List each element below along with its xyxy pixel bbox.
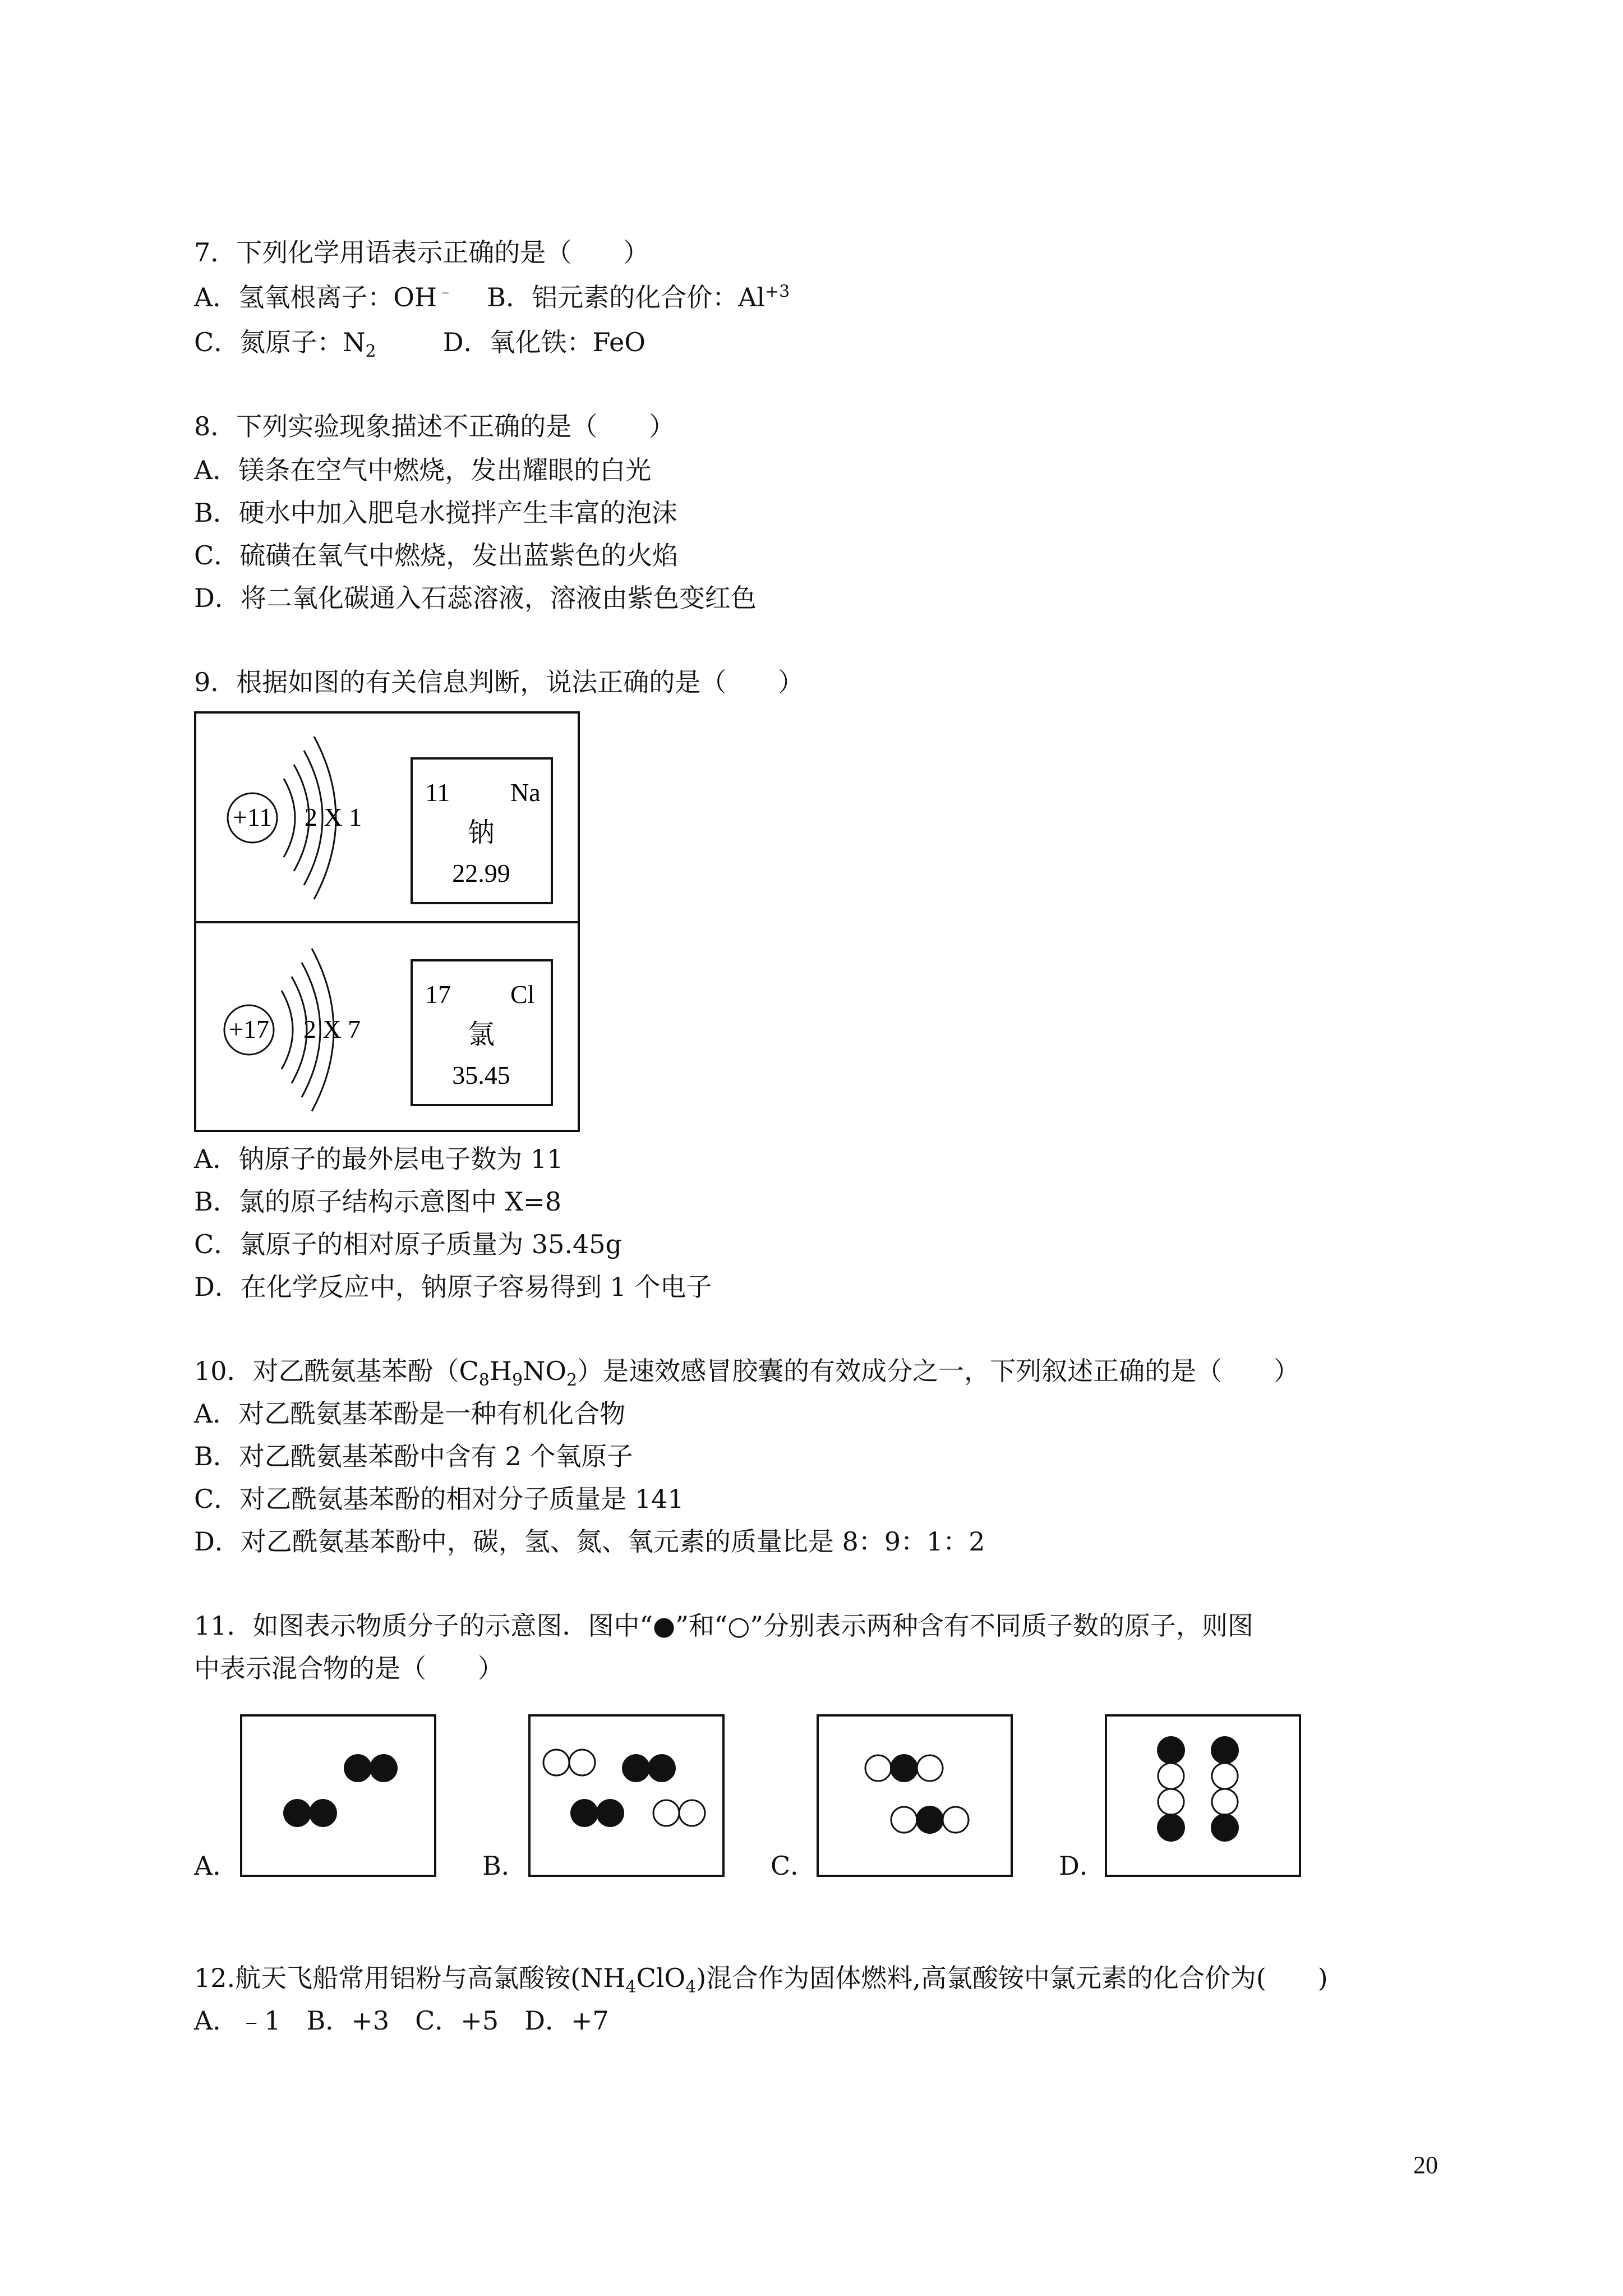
q8-option-a: A．镁条在空气中燃烧，发出耀眼的白光 — [194, 455, 652, 485]
sodium-atom-diagram — [228, 737, 362, 899]
molecule-box-d — [1105, 1714, 1301, 1877]
q7-option-c: C．氮原子：$N_2$ — [194, 327, 376, 362]
q12-options: A．﹣1 B．+3 C．+5 D．+7 — [194, 2005, 609, 2036]
q7-options-cd — [194, 325, 646, 362]
q7-option-d: D．氧化铁：FeO — [442, 327, 646, 357]
chlorine-shell-label: 2 X 7 — [303, 1015, 361, 1043]
q10-option-a: A．对乙酰氨基苯酚是一种有机化合物 — [194, 1398, 626, 1429]
q10-option-d: D．对乙酰氨基苯酚中，碳，氢、氮、氧元素的质量比是 8：9：1：2 — [194, 1526, 985, 1557]
q8-option-c: C．硫磺在氧气中燃烧，发出蓝紫色的火焰 — [194, 540, 679, 570]
q7-option-b: B．铝元素的化合价：$Al^{+3}$ — [487, 282, 790, 312]
q11-stem-line1: 11．如图表示物质分子的示意图．图中“●”和“○”分别表示两种含有不同质子数的原子，则图 — [194, 1611, 1253, 1641]
q10-option-b: B．对乙酰氨基苯酚中含有 2 个氧原子 — [194, 1441, 633, 1471]
page-number: 20 — [1413, 2151, 1438, 2179]
q12-stem: 12.航天飞船常用铝粉与高氯酸铵$(NH_4ClO_4)$混合作为固体燃料,高氯酸铵中氯元素的化合价为( ) — [194, 1963, 1328, 1998]
q8-stem: 8．下列实验现象描述不正确的是（ ） — [194, 411, 675, 441]
chlorine-number: 17 — [425, 980, 451, 1009]
sodium-number: 11 — [425, 778, 450, 807]
atom-structure-figure — [194, 711, 580, 1132]
molecule-box-a — [240, 1714, 436, 1877]
chlorine-mass: 35.45 — [452, 1061, 510, 1089]
q11-label-b: B． — [482, 1851, 527, 1881]
q7-option-a: A．氢氧根离子：OH﹣ — [194, 282, 454, 312]
q10-stem: 10．对乙酰氨基苯酚$(C_8H_9NO_2)$是速效感冒胶囊的有效成分之一，下列叙述正确的是（ ） — [194, 1356, 1300, 1391]
q9-stem: 9．根据如图的有关信息判断，说法正确的是（ ） — [194, 667, 804, 697]
molecule-box-b — [528, 1714, 725, 1877]
q11-label-a: A． — [194, 1851, 239, 1881]
q8-option-d: D．将二氧化碳通入石蕊溶液，溶液由紫色变红色 — [194, 583, 757, 613]
q9-option-a: A．钠原子的最外层电子数为 11 — [194, 1144, 564, 1174]
sodium-name: 钠 — [467, 817, 495, 848]
sodium-symbol: Na — [510, 778, 541, 807]
q7-options-ab — [194, 280, 790, 314]
chlorine-element-card — [412, 960, 552, 1105]
sodium-element-card — [412, 758, 552, 903]
sodium-nucleus-label: +11 — [232, 803, 273, 831]
chlorine-symbol: Cl — [510, 980, 535, 1009]
sodium-mass: 22.99 — [452, 859, 510, 887]
sodium-shell-label: 2 X 1 — [304, 803, 362, 831]
chlorine-nucleus-label: +17 — [229, 1015, 269, 1043]
q10-option-c: C．对乙酰氨基苯酚的相对分子质量是 141 — [194, 1484, 684, 1514]
q11-stem-line2: 中表示混合物的是（ ） — [194, 1653, 504, 1683]
chlorine-atom-diagram — [224, 949, 361, 1111]
q11-label-d: D． — [1059, 1851, 1105, 1881]
molecule-box-c — [817, 1714, 1013, 1877]
chlorine-name: 氯 — [467, 1019, 495, 1050]
q7-stem: 7．下列化学用语表示正确的是（ ） — [194, 237, 649, 268]
q8-option-b: B．硬水中加入肥皂水搅拌产生丰富的泡沫 — [194, 498, 677, 528]
q9-option-d: D．在化学反应中，钠原子容易得到 1 个电子 — [194, 1272, 712, 1302]
q9-option-c: C．氯原子的相对原子质量为 35.45g — [194, 1229, 622, 1259]
q9-option-b: B．氯的原子结构示意图中 X=8 — [194, 1186, 561, 1217]
q11-label-c: C． — [771, 1851, 817, 1881]
